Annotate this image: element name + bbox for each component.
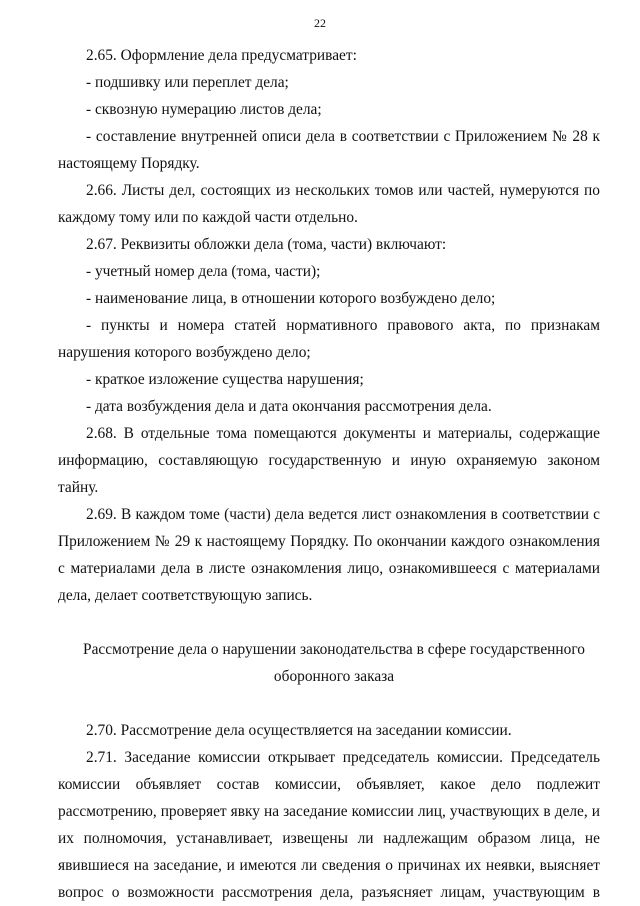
list-item: - подшивку или переплет дела; (86, 74, 289, 91)
paragraph-line: 2.66. Листы дел, состоящих из нескольких томов или частей, нумеруются по (86, 182, 600, 199)
paragraph-line: с материалами дела в листе ознакомления лицо, ознакомившееся с материалами (58, 560, 600, 577)
paragraph-line: их полномочия, устанавливает, извещены ли надлежащим образом лица, не (58, 830, 600, 847)
section-heading-line: Рассмотрение дела о нарушении законодательства в сфере государственного (83, 641, 585, 658)
paragraph-line: нарушения которого возбуждено дело; (58, 344, 311, 361)
paragraph-line: рассмотрению, проверяет явку на заседание комиссии лиц, участвующих в деле, и (58, 803, 600, 820)
list-item: - дата возбуждения дела и дата окончания рассмотрения дела. (86, 398, 492, 415)
paragraph-line: явившиеся на заседание, и имеются ли сведения о причинах их неявки, выясняет (58, 857, 600, 874)
paragraph-line: каждому тому или по каждой части отдельно. (58, 209, 358, 226)
page-number: 22 (314, 16, 326, 30)
paragraph-line: комиссии объявляет состав комиссии, объявляет, какое дело подлежит (58, 776, 600, 793)
paragraph-line: тайну. (58, 479, 99, 496)
paragraph-line: 2.69. В каждом томе (части) дела ведется лист ознакомления в соответствии с (86, 506, 600, 523)
paragraph-line: Приложением № 29 к настоящему Порядку. По окончании каждого ознакомления (58, 533, 600, 550)
document-body (58, 42, 600, 906)
paragraph-line: информацию, составляющую государственную и иную охраняемую законом (58, 452, 600, 469)
paragraph-line: вопрос о возможности рассмотрения дела, разъясняет лицам, участвующим в (58, 884, 600, 901)
list-item: - учетный номер дела (тома, части); (86, 263, 321, 280)
paragraph-line: 2.65. Оформление дела предусматривает: (86, 47, 357, 64)
list-item: - сквозную нумерацию листов дела; (86, 101, 322, 118)
paragraph-line: настоящему Порядку. (58, 155, 200, 172)
section-heading-line: оборонного заказа (273, 668, 395, 685)
paragraph-line: 2.70. Рассмотрение дела осуществляется на заседании комиссии. (86, 722, 512, 739)
list-item: - краткое изложение существа нарушения; (86, 371, 364, 388)
paragraph-line: 2.67. Реквизиты обложки дела (тома, части) включают: (86, 236, 447, 253)
list-item: - пункты и номера статей нормативного правового акта, по признакам (86, 317, 600, 334)
paragraph-line: 2.68. В отдельные тома помещаются документы и материалы, содержащие (86, 425, 600, 442)
list-item: - наименование лица, в отношении которого возбуждено дело; (86, 290, 496, 307)
paragraph-line: 2.71. Заседание комиссии открывает председатель комиссии. Председатель (86, 749, 600, 766)
list-item: - составление внутренней описи дела в соответствии с Приложением № 28 к (86, 128, 600, 145)
paragraph-line: дела, делает соответствующую запись. (58, 587, 313, 604)
